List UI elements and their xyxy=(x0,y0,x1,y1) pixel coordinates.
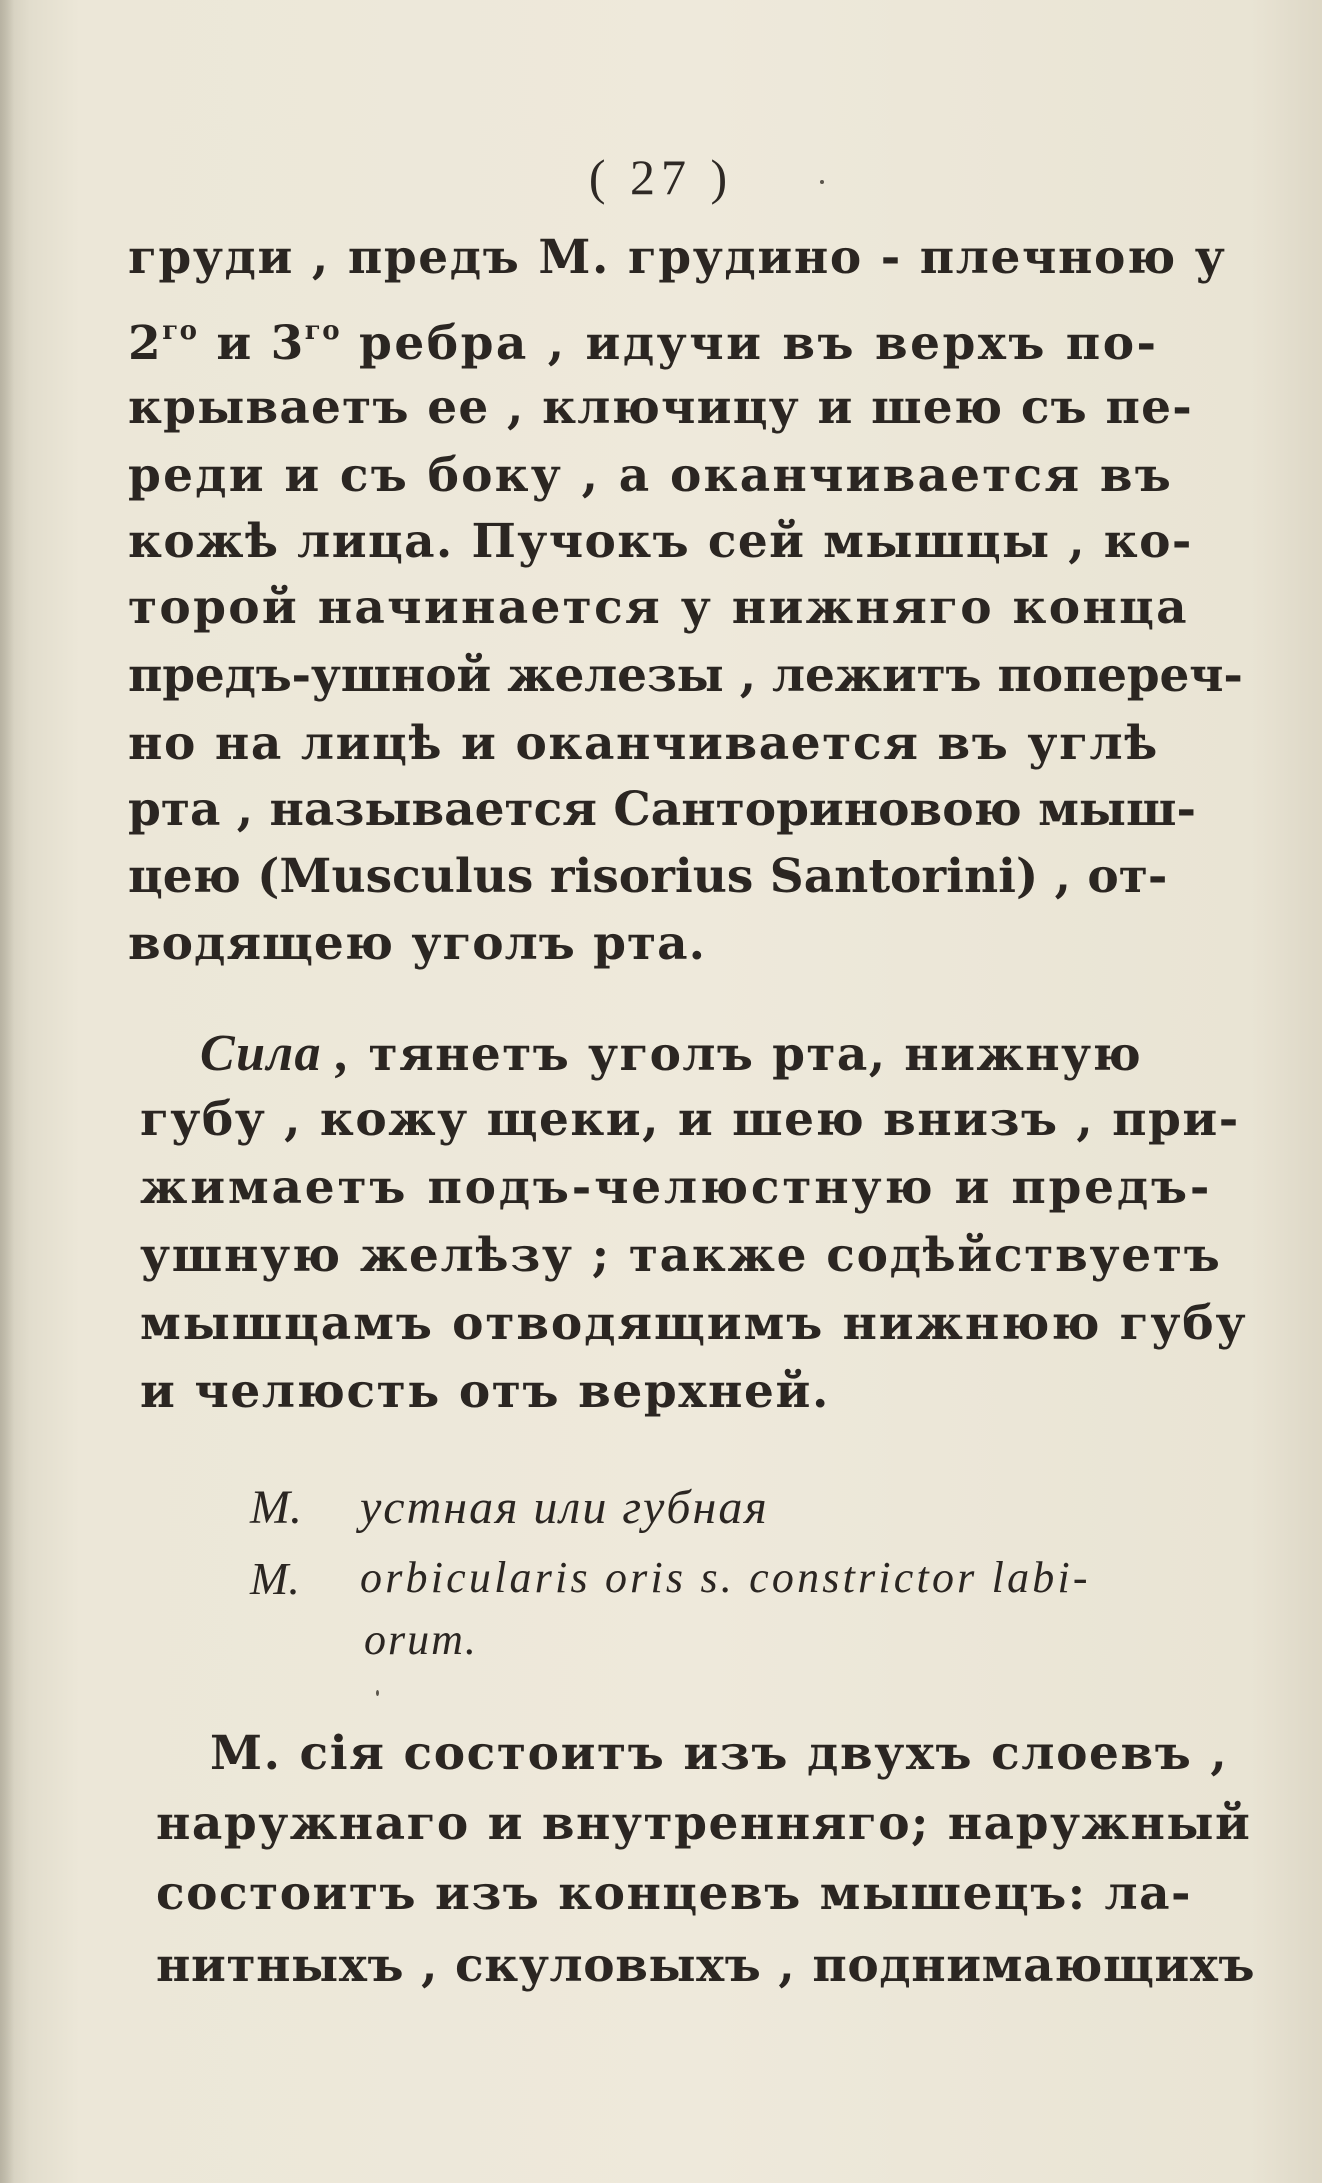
p2-line-3: жимаетъ подъ-челюстную и предъ- xyxy=(140,1160,1213,1215)
p1-line-2-rest: ребра , идучи въ верхъ по- xyxy=(358,316,1159,371)
p1-line-7: предъ-ушной железы , лежитъ попереч- xyxy=(128,648,1243,703)
p3-line-2: наружнаго и внутренняго; наружный xyxy=(156,1796,1252,1851)
p2-lead-word: Сила , xyxy=(200,1025,351,1082)
p2-line-1-text: тянетъ уголъ рта, нижную xyxy=(368,1027,1143,1082)
p3-line-1: М. сія состоитъ изъ двухъ слоевъ , xyxy=(210,1726,1229,1781)
page-number: ( 27 ) xyxy=(588,149,734,205)
p1-line-10: цею (Musculus risorius Santorini) , от- xyxy=(128,849,1168,904)
p1-line-3: крываетъ ее , ключицу и шею съ пе- xyxy=(128,380,1193,435)
page-edge-shadow xyxy=(0,0,14,2183)
p2-line-2: губу , кожу щеки, и шею внизъ , при- xyxy=(140,1092,1240,1147)
heading-line-1-text: устная или губная xyxy=(360,1481,769,1534)
paper-speck xyxy=(376,1690,379,1696)
p1-line-2-num2: и 3 xyxy=(216,316,305,371)
p1-line-2-num1: 2 xyxy=(128,316,163,371)
p1-line-2-sup1: го xyxy=(162,316,199,346)
p1-line-4: реди и съ боку , а оканчивается въ xyxy=(128,448,1173,503)
p1-line-2 xyxy=(128,316,1159,371)
p3-line-4: нитныхъ , скуловыхъ , поднимающихъ xyxy=(156,1938,1256,1993)
p1-line-11: водящею уголъ рта. xyxy=(128,916,706,971)
p2-line-5: мышцамъ отводящимъ нижнюю губу xyxy=(140,1296,1248,1351)
heading-line-2-text: orbicularis oris s. constrictor labi- xyxy=(360,1553,1091,1602)
p1-line-9: рта , называется Санториновою мыш- xyxy=(128,782,1197,837)
p1-line-8: но на лицѣ и оканчивается въ углѣ xyxy=(128,716,1159,771)
p1-line-1: груди , предъ М. грудино - плечною у xyxy=(128,230,1227,285)
heading-line-2-prefix: M. xyxy=(250,1553,300,1604)
p2-line-4: ушную желѣзу ; также содѣйствуетъ xyxy=(140,1228,1222,1283)
p2-line-1 xyxy=(200,1025,1143,1082)
heading-line-3-text: orum. xyxy=(364,1615,478,1664)
p3-line-3: состоитъ изъ концевъ мышецъ: ла- xyxy=(156,1866,1193,1921)
p1-line-5: кожѣ лица. Пучокъ сей мышцы , ко- xyxy=(128,514,1193,569)
paper-speck xyxy=(820,180,824,184)
heading-line-1-prefix: М. xyxy=(250,1481,302,1534)
p1-line-2-sup2: го xyxy=(304,316,342,346)
p2-line-6: и челюсть отъ верхней. xyxy=(140,1364,830,1419)
p1-line-6: торой начинается у нижняго конца xyxy=(128,580,1189,635)
